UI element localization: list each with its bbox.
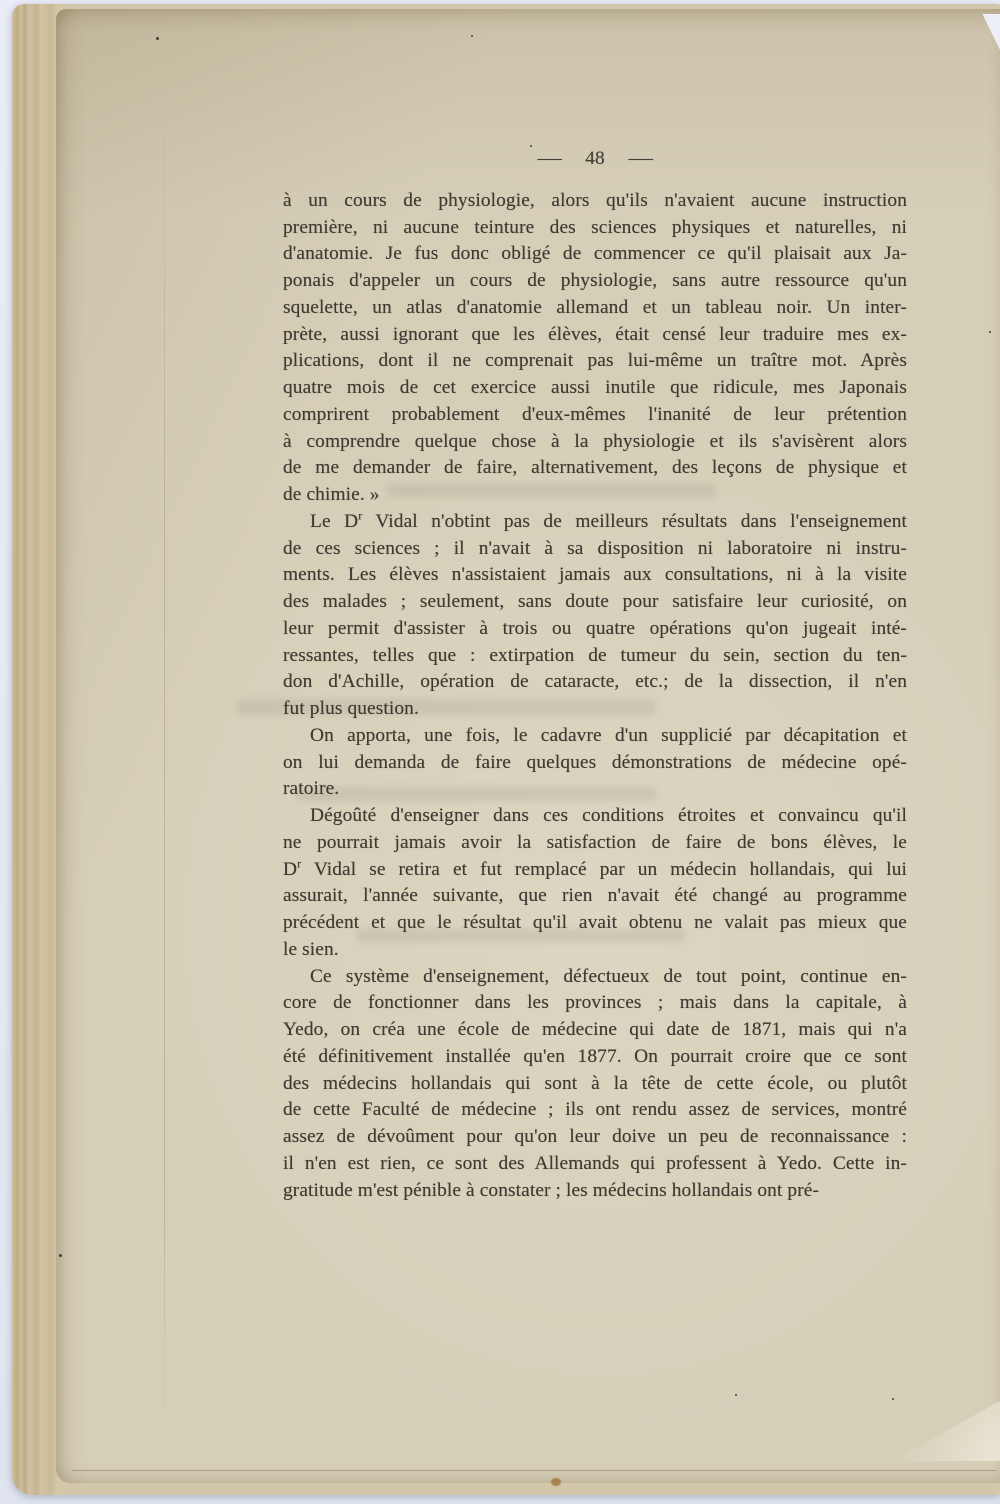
paper-speck: [156, 37, 159, 40]
text-line: Dégoûté d'enseigner dans ces conditions étroites et convaincu qu'il: [310, 805, 907, 826]
text-line: assez de dévoûment pour qu'on leur doive un peu de reconnaissance :: [283, 1126, 907, 1147]
text-line: leur permit d'assister à trois ou quatre opérations qu'on jugeait inté-: [283, 617, 907, 639]
text-line: des malades ; seulement, sans doute pour satisfaire leur curiosité, on: [283, 591, 907, 612]
under-page-edge-line: [72, 1470, 997, 1471]
text-line: Ce système d'enseignement, défectueux de tout point, continue en-: [310, 965, 907, 987]
page-number-value: 48: [585, 148, 605, 169]
text-line: ratoire.: [283, 778, 340, 800]
page-corner-fold: [880, 1401, 1000, 1461]
text-line: ments. Les élèves n'assistaient jamais aux consultations, ni à la visite: [283, 564, 907, 586]
text-line: première, ni aucune teinture des sciences physiques et naturelles, ni: [283, 216, 907, 238]
text-line: le sien.: [283, 938, 339, 960]
text-line: des médecins hollandais qui sont à la tête de cette école, ou plutôt: [283, 1072, 907, 1094]
text-line: On apporta, une fois, le cadavre d'un supplicié par décapitation et: [310, 724, 907, 746]
paper-speck: [735, 1394, 737, 1396]
paragraph: [283, 803, 907, 964]
header-dash-left: —: [537, 148, 562, 169]
text-line: don d'Achille, opération de cataracte, etc.; de la dissection, il n'en: [283, 671, 907, 693]
text-line: précédent et que le résultat qu'il avait obtenu ne valait pas mieux que: [283, 912, 907, 933]
text-line: il n'en est rien, ce sont des Allemands qui professent à Yedo. Cette in-: [283, 1152, 907, 1174]
page-crease: [164, 69, 165, 1443]
text-line: assurait, l'année suivante, que rien n'avait été changé au programme: [283, 885, 907, 907]
paragraph: [283, 188, 907, 509]
paper-speck: [471, 35, 473, 37]
text-line: plications, dont il ne comprenait pas lui-même un traître mot. Après: [283, 350, 907, 372]
text-line: squelette, un atlas d'anatomie allemand et un tableau noir. Un inter-: [283, 296, 907, 318]
paper-speck: [989, 331, 991, 333]
header-dash-right: —: [628, 148, 653, 169]
text-line: de chimie. »: [283, 484, 380, 505]
text-line: quatre mois de cet exercice aussi inutile que ridicule, mes Japonais: [283, 377, 907, 398]
text-line: ne pourrait jamais avoir la satisfaction de faire de bons élèves, le: [283, 831, 907, 853]
text-line: fut plus question.: [283, 698, 419, 719]
text-line: de ces sciences ; il n'avait à sa disposition ni laboratoire ni instru-: [283, 537, 907, 559]
text-line: Le $D^r$ Vidal n'obtint pas de meilleurs résultats dans l'enseignement: [310, 508, 908, 532]
text-line: gratitude m'est pénible à constater ; les médecins hollandais ont pré-: [283, 1179, 820, 1201]
page-content: [283, 146, 907, 1204]
text-line: de cette Faculté de médecine ; ils ont rendu assez de services, montré: [283, 1099, 907, 1121]
text-line: été définitivement installée qu'en 1877. On pourrait croire que ce sont: [283, 1045, 907, 1067]
text-line: de me demander de faire, alternativement, des leçons de physique et: [283, 457, 907, 479]
paper-speck: [892, 1398, 894, 1400]
text-line: on lui demanda de faire quelques démonstrations de médecine opé-: [283, 751, 907, 773]
paragraph: [283, 509, 907, 723]
paragraph: [283, 723, 907, 803]
page-text: [283, 188, 907, 1205]
text-line: ressantes, telles que : extirpation de tumeur du sein, section du ten-: [283, 644, 907, 666]
page-number: [283, 146, 907, 173]
text-line: d'anatomie. Je fus donc obligé de commencer ce qu'il plaisait aux Ja-: [283, 243, 907, 265]
text-line: ponais d'appeler un cours de physiologie, sans autre ressource qu'un: [283, 270, 907, 291]
text-line: à un cours de physiologie, alors qu'ils n'avaient aucune instruction: [283, 189, 907, 211]
text-line: à comprendre quelque chose à la physiologie et ils s'avisèrent alors: [283, 430, 907, 452]
text-line: Yedo, on créa une école de médecine qui date de 1871, mais qui n'a: [283, 1019, 907, 1040]
paragraph: [283, 964, 907, 1205]
paper-speck: [59, 1254, 62, 1257]
paper-stain: [551, 1478, 561, 1486]
text-line: comprirent probablement d'eux-mêmes l'inanité de leur prétention: [283, 403, 907, 425]
text-line: prète, aussi ignorant que les élèves, était censé leur traduire mes ex-: [283, 323, 907, 345]
text-line: $D^r$ Vidal se retira et fut remplacé par un médecin hollandais, qui lui: [283, 856, 907, 880]
text-line: core de fonctionner dans les provinces ; mais dans la capitale, à: [283, 992, 907, 1014]
